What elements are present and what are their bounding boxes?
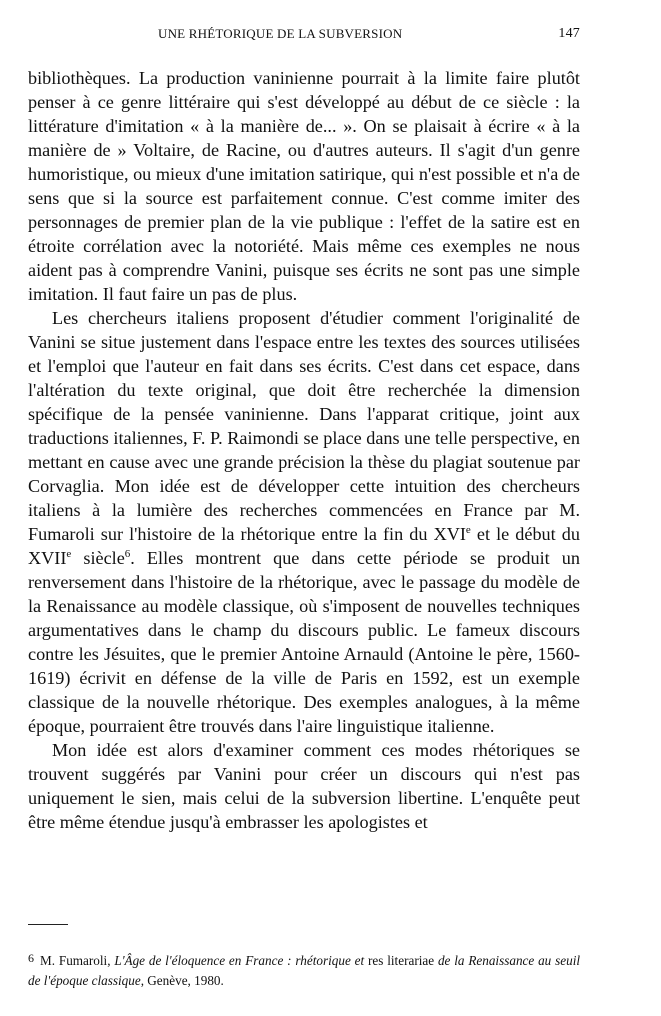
paragraph-2-text-e: siècle: [71, 548, 125, 568]
document-page: [28, 26, 581, 988]
paragraph-2-text-g: . Elles montrent que dans cette période se produit un renversement dans l'histoire de la rhétorique, avec le passage du modèle de la Renaissance au modèle classique, où s'imposent de nouvelles techniques argumentatives dans le champ du discours public. Le fameux discours contre les Jésuites, que le premier Antoine Arnauld (Antoine le père, 1560-1619) écrivit en défense de la ville de Paris en 1592, est un exemple classique de la nouvelle rhétorique. Des exemples analogues, à la même époque, pourraient être trouvés dans l'aire linguistique italienne.: [28, 548, 580, 736]
superscript-e: e: [465, 524, 471, 536]
paragraph-2: [28, 306, 580, 738]
footnote-divider: [28, 924, 68, 925]
footnote-title-part1: L'Âge de l'éloquence en France : rhétorique et: [114, 953, 365, 968]
footnote-roman-part: res literariae: [364, 953, 438, 968]
footnote-reference[interactable]: 6: [124, 548, 131, 560]
paragraph-3-text: Mon idée est alors d'examiner comment ces modes rhétoriques se trouvent suggérés par Vanini pour créer un discours qui n'est pas uniquement le sien, mais celui de la subversion libertine. L'enquête peut être même étendue jusqu'à embrasser les apologistes et: [28, 740, 580, 832]
paragraph-1: [28, 66, 580, 306]
paragraph-3: [28, 738, 580, 834]
running-head-title: UNE RHÉTORIQUE DE LA SUBVERSION: [158, 26, 403, 41]
footnote-publication: , Genève, 1980.: [140, 973, 224, 988]
paragraph-1-text: bibliothèques. La production vaninienne pourrait à la limite faire plutôt penser à ce genre littéraire qui s'est développé au début de ce siècle : la littérature d'imitation « à la manière de... ». On se plaisait à écrire « à la manière de » Voltaire, de Racine, ou d'autres auteurs. Il s'agit d'un genre humoristique, ou mieux d'une imitation satirique, qui n'est possible et n'a de sens que si la source est parfaitement connue. C'est comme imiter des personnages de premier plan de la vie publique : l'effet de la satire est en étroite corrélation avec la notoriété. Mais même ces exemples ne nous aident pas à comprendre Vanini, puisque ses écrits ne sont pas une simple imitation. Il faut faire un pas de plus.: [28, 68, 580, 304]
superscript-e: e: [66, 548, 72, 560]
footnote-marker: 6: [28, 951, 34, 965]
body-text: [28, 66, 580, 834]
page-number: 147: [558, 26, 580, 41]
footnote: [28, 948, 580, 991]
footnote-author: M. Fumaroli,: [40, 953, 115, 968]
paragraph-2-text-c: et le début du XVII: [28, 524, 580, 568]
running-head: [28, 26, 580, 46]
footnote-title-part2: de la Renaissance au seuil de l'époque classique: [28, 953, 581, 988]
paragraph-2-text-a: Les chercheurs italiens proposent d'étudier comment l'originalité de Vanini se situe justement dans l'espace entre les textes des sources utilisées et l'emploi que l'auteur en fait dans ses écrits. C'est dans cet espace, dans l'altération du texte original, que doit être recherchée la dimension spécifique de la pensée vaninienne. Dans l'apparat critique, joint aux traductions italiennes, F. P. Raimondi se place dans une telle perspective, en mettant en cause avec une grande précision la thèse du plagiat soutenue par Corvaglia. Mon idée est de développer cette intuition des chercheurs italiens à la lumière des recherches commencées en France par M. Fumaroli sur l'histoire de la rhétorique entre la fin du XVI: [28, 308, 580, 544]
